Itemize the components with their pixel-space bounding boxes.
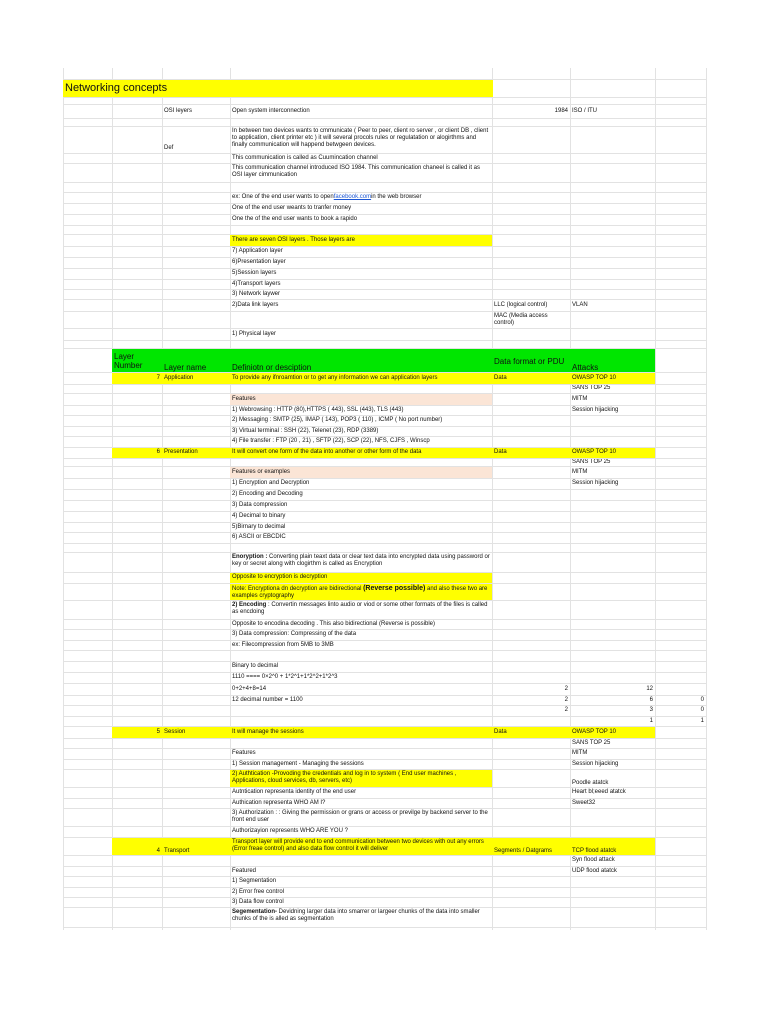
table-row	[63, 696, 706, 706]
feature-item: Authorizayion represents WHO ARE YOU ?	[232, 828, 348, 835]
layer-number: 7	[112, 373, 162, 384]
table-row	[63, 908, 706, 928]
vlan-text: VLAN	[572, 301, 588, 308]
binary-decimal-formula: 1110 ==== 0×2^0 + 1*2^1+1*2^2+1*2^3	[232, 674, 338, 681]
binary-decimal-title: Binary to decimal	[232, 663, 279, 670]
calc-cell: 6	[649, 696, 653, 703]
layer-name: Application	[162, 373, 230, 384]
encryption-desc: Converting plain teaxt data or clear text data into encrypted data using password or key or secret along with clogirthm is called as Encryption	[232, 554, 490, 568]
table-row	[63, 467, 706, 479]
row	[63, 247, 706, 258]
table-row	[63, 888, 706, 898]
row	[63, 290, 706, 300]
llc-text: LLC (logical control)	[494, 301, 548, 308]
table-row	[63, 867, 706, 877]
table-row	[63, 749, 706, 760]
calc-cell: 3	[649, 707, 653, 714]
row	[63, 183, 706, 193]
attack-item: OWASP TOP 10	[570, 448, 655, 458]
encryption-term: Enoryption :	[232, 554, 268, 560]
table-row	[63, 512, 706, 523]
def-text: In between two devices wants to cmmunicate ( Peer to peer, client ro server , or client DB , client to application, client printer etc ) it will several procols rules or regulatation or alogirthms and finally communication will happend betwgeen devices.	[232, 128, 489, 149]
example-1-prefix: ex: One of the end user wants to open	[232, 194, 334, 201]
example-2: One of the end user weants to tranfer money	[232, 205, 352, 212]
osi-year: 1984	[554, 107, 568, 114]
table-row	[63, 630, 706, 641]
table-row	[63, 770, 706, 788]
feature-item: 2) Error free control	[232, 888, 285, 895]
feature-item: 3) Virtual terminal : SSH (22), Telenet (23), RDP (3389)	[232, 427, 379, 434]
table-row	[63, 601, 706, 620]
features-label: Features	[232, 750, 256, 757]
reverse-possible: (Reverse possible)	[363, 585, 426, 592]
def-label: Def	[164, 144, 174, 151]
calc-cell: 2	[564, 707, 568, 714]
table-row	[63, 448, 706, 459]
feature-item: 5)Birnary to decimal	[232, 523, 286, 530]
seven-layers-note: There are seven OSI layers . Those layers are	[230, 235, 492, 246]
example-1	[230, 193, 492, 203]
example-1-suffix: in the web browser	[371, 194, 422, 201]
layer-data-format: Segments / Datgrams	[492, 838, 570, 855]
table-row	[63, 416, 706, 427]
sheet-title: Networking concepts	[63, 80, 493, 97]
opposite-encryption: Opposite to encryption is decryption	[230, 573, 492, 583]
table-row	[63, 437, 706, 448]
layer-definition: To provide any ifnroamtion or to get any information we can application layers	[230, 373, 492, 384]
header-layer-name: Layer name	[162, 349, 230, 372]
table-row	[63, 573, 706, 584]
features-label: Features or examples	[230, 467, 492, 478]
attack-item: SANS TOP 25	[572, 385, 611, 392]
row	[63, 215, 706, 226]
row	[63, 204, 706, 215]
row	[63, 341, 706, 349]
attack-item: Poodle atatck	[572, 779, 609, 786]
table-row	[63, 684, 706, 696]
attack-item: Syn flood attack	[572, 857, 615, 864]
row	[63, 193, 706, 204]
physical-layer: 1) Physical layer	[232, 330, 277, 337]
facebook-link[interactable]: facebook.com	[333, 194, 372, 201]
segmentation-desc: Devidning larger data into smarrer or largeer chunks of the data into smaller chunks of the is alled as segmentation	[232, 909, 480, 923]
feature-item: 6) ASCII or EBCDIC	[232, 534, 286, 541]
layer-list-item: 6)Presentation layer	[232, 259, 286, 266]
attack-item: UDP flood atatck	[572, 867, 617, 874]
table-row	[63, 809, 706, 827]
encoding-text	[230, 601, 492, 619]
table-row	[63, 739, 706, 749]
layer-definition: It will convert one form of the data into another or other form of the data	[230, 448, 492, 458]
layer-name: Presentation	[162, 448, 230, 458]
opposite-encoding: Opposite to encodina decoding . This also bidirectional (Reverse is possible)	[232, 620, 436, 627]
table-row	[63, 706, 706, 717]
table-header	[63, 349, 706, 373]
segmentation-text	[230, 908, 492, 927]
layer-data-format: Data	[492, 727, 570, 738]
row	[63, 68, 706, 80]
feature-item: 4) File transfer : FTP (20 , 21) , SFTP (22), SCP (22), NFS, CJFS , Winscp	[232, 438, 430, 445]
table-row	[63, 856, 706, 867]
table-row	[63, 406, 706, 416]
osi-value: Open system interconnection	[232, 107, 310, 114]
table-row	[63, 553, 706, 573]
feature-item: 2) Encoding and Decoding	[232, 491, 303, 498]
feature-item: 1) Session management - Managing the sessions	[232, 760, 364, 767]
calc-cell: 1	[700, 717, 704, 724]
table-row	[63, 641, 706, 651]
attack-item: Sweet32	[572, 799, 596, 806]
crypto-note-suffix: and also these two are examples cryptography	[232, 586, 488, 600]
grid-line	[706, 68, 707, 930]
table-row	[63, 523, 706, 533]
binary-decimal-sum: 0+2+4+8=14	[232, 685, 267, 692]
layer-number: 4	[112, 838, 162, 855]
decimal-binary-result: 12 decimal number = 1100	[232, 696, 303, 703]
feature-item: Autntication representa identity of the end user	[232, 789, 357, 796]
attack-item: Session hijacking	[572, 760, 619, 767]
attack-item: MITM	[572, 395, 588, 402]
layer-number: 5	[112, 727, 162, 738]
calc-cell: 1	[649, 717, 653, 724]
encoding-desc: : Convertin messages linto audio or viod or some other formats of the files is called as encdoing	[232, 602, 488, 616]
channel-text-2: This communication channel introduced ISO 1984. This communication chaneel is called it as OSI layer cimmunication	[232, 165, 481, 179]
feature-item: 1) Webrowsing : HTTP (80),HTTPS ( 443), SSL (443), TLS (443)	[232, 406, 404, 413]
feature-item: 2) Authtication -Provoding the credentials and log in to system ( End user machines , Applications, cloud services, db, servers, etc)	[230, 770, 492, 787]
table-row	[63, 717, 706, 727]
attack-item: Session hijacking	[572, 480, 619, 487]
table-row	[63, 673, 706, 684]
calc-cell: 12	[646, 685, 653, 692]
layer-definition: It will manage the sessions	[230, 727, 492, 738]
feature-item: 1) Segmentation	[232, 878, 277, 885]
attack-item: SANS TOP 25	[572, 739, 611, 746]
table-row	[63, 459, 706, 467]
table-row	[63, 662, 706, 673]
table-row	[63, 838, 706, 856]
calc-cell	[655, 684, 706, 695]
table-row	[63, 584, 706, 601]
crypto-note-prefix: Note: Encryptiona dn decryption are bidirectional	[232, 586, 364, 592]
table-row	[63, 727, 706, 739]
attack-item: SANS TOP 25	[572, 459, 611, 465]
segmentation-term: Segementation-	[232, 909, 278, 915]
table-row	[63, 394, 706, 406]
table-row	[63, 898, 706, 908]
row	[63, 105, 706, 119]
header-layer-number: Layer Number	[112, 349, 162, 372]
table-row	[63, 651, 706, 662]
features-label: Featured	[232, 867, 257, 874]
crypto-note	[230, 584, 492, 600]
attack-item: TCP flood atatck	[570, 838, 655, 855]
attack-item: Session hijacking	[572, 406, 619, 413]
layer-number: 6	[112, 448, 162, 458]
table-row	[63, 533, 706, 544]
row	[63, 154, 706, 164]
compression-text: 3) Data compression: Compressing of the data	[232, 631, 357, 638]
row	[63, 127, 706, 154]
layer-definition: Transport layer will provide end to end communication between two devices with out any errors (Error freae control) and also data flow control it will deliver	[230, 838, 492, 855]
layer-data-format: Data	[492, 373, 570, 384]
channel-text-1: This communication is called as Cuumincation channel	[232, 154, 378, 161]
row	[63, 119, 706, 127]
mac-text: MAC (Media access control)	[494, 313, 548, 327]
features-label: Features	[230, 394, 492, 405]
row	[63, 280, 706, 290]
row	[63, 300, 706, 312]
feature-item: 3) Data flow control	[232, 898, 284, 905]
table-row	[63, 501, 706, 512]
encryption-text	[230, 553, 492, 572]
table-row	[63, 799, 706, 809]
calc-cell: 0	[700, 707, 704, 714]
layer-list-item: 4)Transport layers	[232, 280, 281, 287]
table-row	[63, 620, 706, 630]
layer-list-item: 7) Application layer	[232, 248, 283, 255]
row	[63, 98, 706, 105]
calc-cell: 0	[700, 696, 704, 703]
compression-example: ex: Filecompression from 5MB to 3MB	[232, 641, 334, 648]
table-row	[63, 544, 706, 553]
attack-item: OWASP TOP 10	[570, 373, 655, 384]
attack-item: Heart bl;eeed atatck	[572, 789, 626, 796]
row	[63, 312, 706, 329]
feature-item: 3) Data compression	[232, 502, 288, 509]
encoding-term: 2) Encoding	[232, 602, 267, 608]
osi-org: ISO / ITU	[572, 107, 598, 114]
table-row	[63, 877, 706, 888]
feature-item: 1) Encryption and Decryption	[232, 480, 310, 487]
layer-name: Transport	[162, 838, 230, 855]
osi-label: OSI leyers	[164, 107, 193, 114]
row	[63, 258, 706, 269]
row	[63, 80, 706, 98]
layer-list-item: 2)Data link layers	[232, 301, 279, 308]
table-row	[63, 373, 706, 385]
row	[63, 235, 706, 247]
header-attacks: Attacks	[570, 349, 655, 372]
row	[63, 226, 706, 235]
table-row	[63, 385, 706, 394]
layer-name: Session	[162, 727, 230, 738]
table-row	[63, 490, 706, 501]
table-row	[63, 427, 706, 437]
layer-data-format: Data	[492, 448, 570, 458]
row	[63, 329, 706, 341]
table-row	[63, 760, 706, 770]
table-row	[63, 479, 706, 490]
row	[63, 164, 706, 183]
feature-item: 4) Decimal to binary	[232, 513, 286, 520]
attack-item: MITM	[572, 750, 588, 757]
attack-item: OWASP TOP 10	[570, 727, 655, 738]
example-3: One the of the end user wants to book a rapido	[232, 216, 358, 223]
feature-item: Authication representa WHO AM I?	[232, 799, 326, 806]
feature-item: 2) Messaging : SMTP (25), IMAP ( 143), POP3 ( 110) , ICMP ( No port number)	[232, 417, 443, 424]
calc-cell: 2	[564, 685, 568, 692]
header-data-format: Data format or PDU	[492, 349, 570, 372]
calc-cell: 2	[564, 696, 568, 703]
header-definition: Definiotn or desciption	[230, 349, 492, 372]
layer-list-item: 3) Network laywer	[232, 290, 281, 297]
layer-list-item: 5)Session layers	[232, 270, 277, 277]
attack-item: MITM	[572, 468, 588, 475]
table-row	[63, 788, 706, 799]
row	[63, 269, 706, 280]
table-row	[63, 827, 706, 838]
feature-item: 3) Authorization : : Giving the permission or grans or access or previlge by backend server to the front end user	[232, 810, 488, 824]
